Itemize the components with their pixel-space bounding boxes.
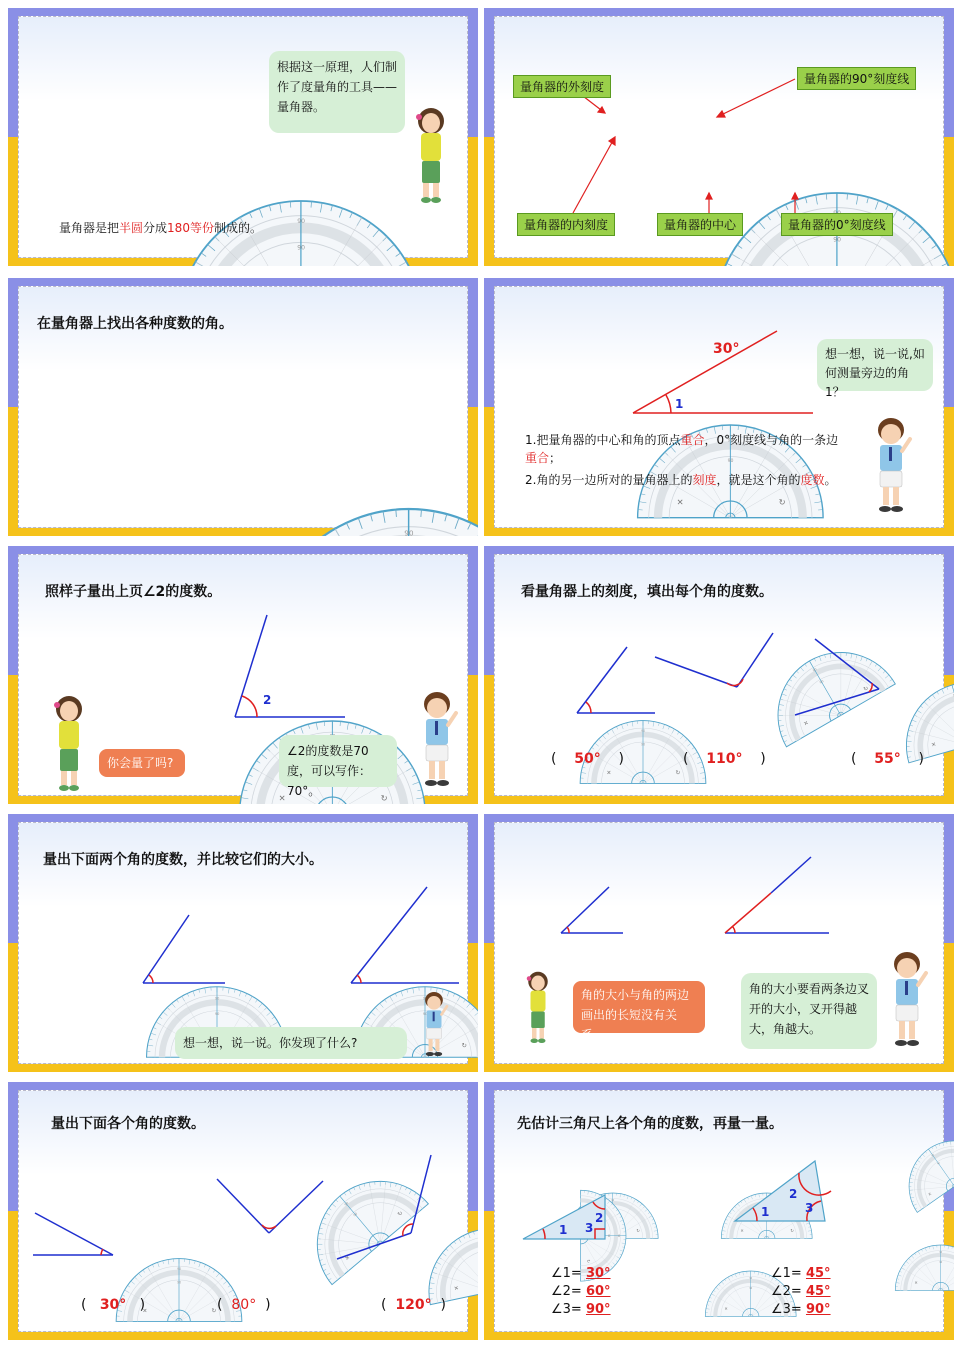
s3-title: 在量角器上找出各种度数的角。 [37, 316, 233, 332]
s9-title: 量出下面各个角的度数。 [51, 1116, 205, 1132]
s10-tri-right-num1: 1 [761, 1205, 770, 1219]
s7-bubble: 想一想，说一说。你发现了什么? [175, 1027, 407, 1059]
s9-answer-2: ( 80° ) [217, 1297, 271, 1313]
girl-character [49, 693, 89, 793]
s10-left-answers: ∠1= 30° ∠2= 60° ∠3= 90° [551, 1266, 611, 1317]
s10-tri-left-num1: 1 [559, 1223, 568, 1237]
s5-title: 照样子量出上页∠2的度数。 [45, 584, 222, 600]
slide-9 [8, 1082, 478, 1340]
s4-step1: 1.把量角器的中心和角的顶点重合，0°刻度线与角的一条边重合； [525, 433, 839, 465]
label-outer-scale: 量角器的外刻度 [513, 75, 611, 98]
s4-angle-label: 30° [713, 341, 740, 357]
slide-4-panel [494, 286, 944, 528]
s10-tri-left-num2: 2 [595, 1211, 604, 1225]
slide-5-panel [18, 554, 468, 796]
slide-8 [484, 814, 954, 1072]
s5-angle-num: 2 [263, 693, 272, 707]
slide-10-panel [494, 1090, 944, 1332]
boy-character [415, 689, 459, 789]
s9-answer-3: ( 120° ) [381, 1297, 446, 1313]
slide-7 [8, 814, 478, 1072]
slide-7-panel [18, 822, 468, 1064]
s10-tri-right-num3: 3 [805, 1201, 814, 1215]
label-ninety-line: 量角器的90°刻度线 [797, 67, 916, 90]
s10-tri-left-num3: 3 [585, 1221, 594, 1235]
slide-1 [8, 8, 478, 266]
boy-character [419, 989, 449, 1059]
s1-bubble: 根据这一原理，人们制作了度量角的工具——量角器。 [269, 51, 405, 133]
slide-4 [484, 278, 954, 536]
slide-3-panel [18, 286, 468, 528]
s6-answer-2: ( 110° ) [683, 751, 766, 767]
s4-bubble: 想一想，说一说,如何测量旁边的角1？ [817, 339, 933, 391]
s1-note: 量角器是把半圆分成180等份制成的。 [59, 221, 262, 235]
girl-character [411, 105, 451, 205]
label-inner-scale: 量角器的内刻度 [517, 213, 615, 236]
s10-title: 先估计三角尺上各个角的度数，再量一量。 [517, 1116, 783, 1132]
s9-answer-1: ( 30° ) [81, 1297, 146, 1313]
boy-character [885, 949, 929, 1049]
s7-title: 量出下面两个角的度数，并比较它们的大小。 [43, 852, 323, 868]
slide-10 [484, 1082, 954, 1340]
slide-9-panel [18, 1090, 468, 1332]
s8-boy-bubble: 角的大小要看两条边叉开的大小，叉开得越大，角越大。 [741, 973, 877, 1049]
slide-6-panel [494, 554, 944, 796]
s4-step2: 2.角的另一边所对的量角器上的刻度，就是这个角的度数。 [525, 473, 837, 487]
s10-tri-right-num2: 2 [789, 1187, 798, 1201]
protractor-xl [99, 347, 409, 509]
boy-character [869, 415, 913, 515]
slide-5 [8, 546, 478, 804]
slide-6 [484, 546, 954, 804]
s8-angle-lines [495, 823, 945, 1065]
s10-right-answers: ∠1= 45° ∠2= 45° ∠3= 90° [771, 1266, 831, 1317]
s5-girl-bubble: 你会量了吗? [99, 749, 185, 777]
s5-boy-bubble: ∠2的度数是70度，可以写作：70°。 [279, 735, 397, 787]
label-center: 量角器的中心 [657, 213, 743, 236]
protractor-large [45, 67, 301, 201]
s8-girl-bubble: 角的大小与角的两边画出的长短没有关系。 [573, 981, 705, 1033]
s4-angle-num: 1 [675, 397, 684, 411]
girl-character [523, 969, 553, 1045]
slide-1-panel [18, 16, 468, 258]
s6-answer-3: ( 55° ) [851, 751, 925, 767]
slide-2 [484, 8, 954, 266]
label-zero-line: 量角器的0°刻度线 [781, 213, 893, 236]
slide-2-panel [494, 16, 944, 258]
s6-title: 看量角器上的刻度，填出每个角的度数。 [521, 584, 773, 600]
s6-answer-1: ( 50° ) [551, 751, 625, 767]
slide-8-panel [494, 822, 944, 1064]
slide-3 [8, 278, 478, 536]
